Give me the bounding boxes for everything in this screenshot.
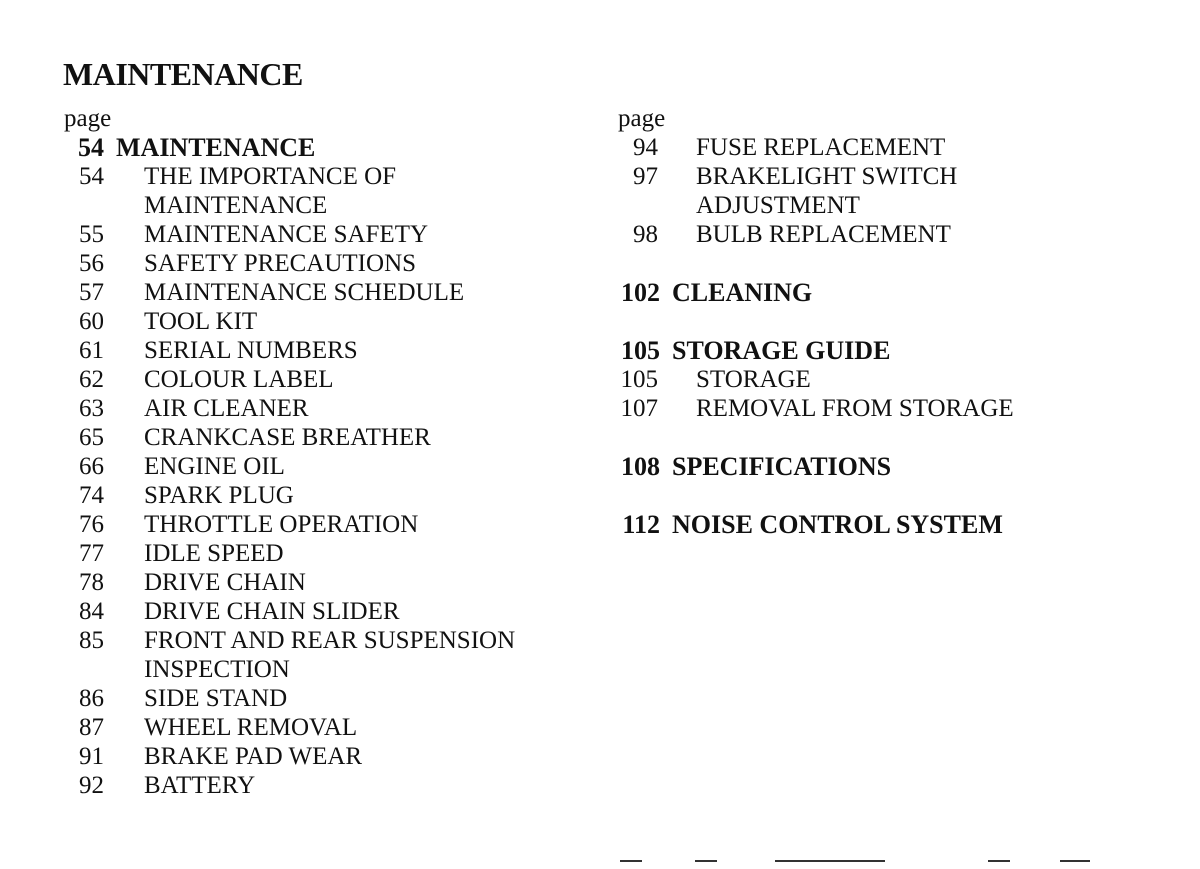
- toc-page-number: 92: [79, 772, 104, 799]
- toc-page-number: [64, 191, 104, 220]
- toc-entry: [610, 394, 1130, 423]
- toc-entry-title: INSPECTION: [144, 656, 290, 683]
- toc-entry: [64, 597, 594, 626]
- toc-entry-title: FUSE REPLACEMENT: [696, 134, 946, 161]
- toc-page-number: 54: [78, 133, 104, 162]
- toc-entry: [610, 191, 1130, 220]
- edge-mark: [988, 860, 1010, 862]
- toc-entry: [64, 713, 594, 742]
- toc-entry-title: WHEEL REMOVAL: [144, 714, 358, 741]
- page-edge-marks: [620, 856, 1100, 869]
- toc-section-heading: [64, 133, 594, 162]
- toc-entry-title: MAINTENANCE SAFETY: [144, 221, 429, 248]
- toc-entry-title: CRANKCASE BREATHER: [144, 424, 431, 451]
- toc-entry: [610, 220, 1130, 249]
- toc-entry-title: SERIAL NUMBERS: [144, 337, 358, 364]
- toc-entry: [64, 684, 594, 713]
- edge-mark: [620, 860, 642, 862]
- toc-page-number: 108: [621, 452, 660, 481]
- toc-left-column: [64, 104, 594, 800]
- page-column-label: page: [64, 105, 112, 132]
- toc-entry: [64, 307, 594, 336]
- toc-page-number: 78: [79, 569, 104, 596]
- toc-section-title: CLEANING: [672, 278, 813, 307]
- toc-page-number: 87: [79, 714, 104, 741]
- spacer: [610, 249, 1130, 278]
- toc-page-number: 56: [79, 250, 104, 277]
- toc-entry: [64, 191, 594, 220]
- toc-entry-title: DRIVE CHAIN: [144, 569, 306, 596]
- toc-entry: [64, 249, 594, 278]
- toc-entry-title: REMOVAL FROM STORAGE: [696, 395, 1014, 422]
- toc-entry: [64, 336, 594, 365]
- toc-page-number: 63: [79, 395, 104, 422]
- page-column-label: page: [618, 105, 666, 132]
- spacer: [610, 423, 1130, 452]
- toc-page-number: 65: [79, 424, 104, 451]
- toc-page-number: 85: [79, 627, 104, 654]
- toc-page-number: 55: [79, 221, 104, 248]
- toc-entry-title: SAFETY PRECAUTIONS: [144, 250, 417, 277]
- toc-page-number: 84: [79, 598, 104, 625]
- toc-entry-title: SIDE STAND: [144, 685, 288, 712]
- toc-section-heading: [610, 510, 1130, 539]
- toc-entry-title: AIR CLEANER: [144, 395, 309, 422]
- toc-page-number: [64, 655, 104, 684]
- toc-entry: [64, 742, 594, 771]
- toc-entry: [64, 481, 594, 510]
- toc-entry-title: BRAKE PAD WEAR: [144, 743, 363, 770]
- spacer: [610, 481, 1130, 510]
- toc-entry-title: THE IMPORTANCE OF: [144, 163, 397, 190]
- toc-section-title: MAINTENANCE: [116, 133, 316, 162]
- toc-section-title: NOISE CONTROL SYSTEM: [672, 510, 1003, 539]
- toc-page-number: 91: [79, 743, 104, 770]
- toc-entry: [64, 220, 594, 249]
- edge-mark: [695, 860, 717, 862]
- toc-entry-title: MAINTENANCE SCHEDULE: [144, 279, 465, 306]
- toc-entry: [64, 394, 594, 423]
- toc-page-number: 76: [79, 511, 104, 538]
- toc-entry: [64, 365, 594, 394]
- toc-entry-title: DRIVE CHAIN SLIDER: [144, 598, 400, 625]
- toc-page-number: 102: [621, 278, 660, 307]
- spacer: [610, 307, 1130, 336]
- toc-section-heading: [610, 278, 1130, 307]
- edge-mark: [1060, 860, 1090, 862]
- toc-entry: [610, 133, 1130, 162]
- toc-entry-title: COLOUR LABEL: [144, 366, 334, 393]
- toc-entry-title: THROTTLE OPERATION: [144, 511, 419, 538]
- toc-page-number: 74: [79, 482, 104, 509]
- toc-page-number: 77: [79, 540, 104, 567]
- toc-page-number: 94: [633, 134, 658, 161]
- toc-page-number: 57: [79, 279, 104, 306]
- toc-page-number: 105: [621, 336, 660, 365]
- toc-entry-title: TOOL KIT: [144, 308, 258, 335]
- toc-entry: [64, 162, 594, 191]
- toc-section-heading: [610, 452, 1130, 481]
- toc-right-column: [610, 104, 1130, 539]
- toc-entry-title: MAINTENANCE: [144, 192, 328, 219]
- toc-page-number: 107: [620, 395, 658, 422]
- toc-entry: [64, 423, 594, 452]
- toc-entry-title: IDLE SPEED: [144, 540, 284, 567]
- toc-entry-title: BRAKELIGHT SWITCH: [696, 163, 958, 190]
- toc-entry-title: BATTERY: [144, 772, 256, 799]
- toc-page-number: 97: [633, 163, 658, 190]
- toc-page-number: 98: [633, 221, 658, 248]
- toc-entry: [64, 452, 594, 481]
- toc-page-number: 66: [79, 453, 104, 480]
- toc-entry: [64, 568, 594, 597]
- toc-entry-title: ENGINE OIL: [144, 453, 285, 480]
- toc-entry-title: BULB REPLACEMENT: [696, 221, 951, 248]
- toc-page-number: 54: [79, 163, 104, 190]
- toc-entry-title: STORAGE: [696, 366, 811, 393]
- toc-entry-title: SPARK PLUG: [144, 482, 294, 509]
- toc-entry: [64, 771, 594, 800]
- toc-section-heading: [610, 336, 1130, 365]
- toc-entry: [610, 365, 1130, 394]
- toc-page-number: 62: [79, 366, 104, 393]
- toc-section-title: SPECIFICATIONS: [672, 452, 892, 481]
- toc-section-title: STORAGE GUIDE: [672, 336, 891, 365]
- toc-entry: [64, 539, 594, 568]
- toc-entry: [64, 655, 594, 684]
- toc-page-number: 86: [79, 685, 104, 712]
- toc-storage-list: [610, 365, 1130, 423]
- edge-mark: [775, 860, 885, 862]
- toc-entry-title: FRONT AND REAR SUSPENSION: [144, 627, 516, 654]
- page-title: MAINTENANCE: [63, 56, 303, 92]
- toc-entry-title: ADJUSTMENT: [696, 192, 860, 219]
- toc-page-number: 60: [79, 308, 104, 335]
- toc-left-list: [64, 162, 594, 800]
- toc-entry: [64, 278, 594, 307]
- toc-entry: [610, 162, 1130, 191]
- toc-page-number: 105: [620, 366, 658, 393]
- toc-page-number: [610, 191, 658, 220]
- toc-page-number: 112: [622, 510, 660, 539]
- toc-page-number: 61: [79, 337, 104, 364]
- toc-entry: [64, 626, 594, 655]
- toc-entry: [64, 510, 594, 539]
- toc-right-list: [610, 133, 1130, 249]
